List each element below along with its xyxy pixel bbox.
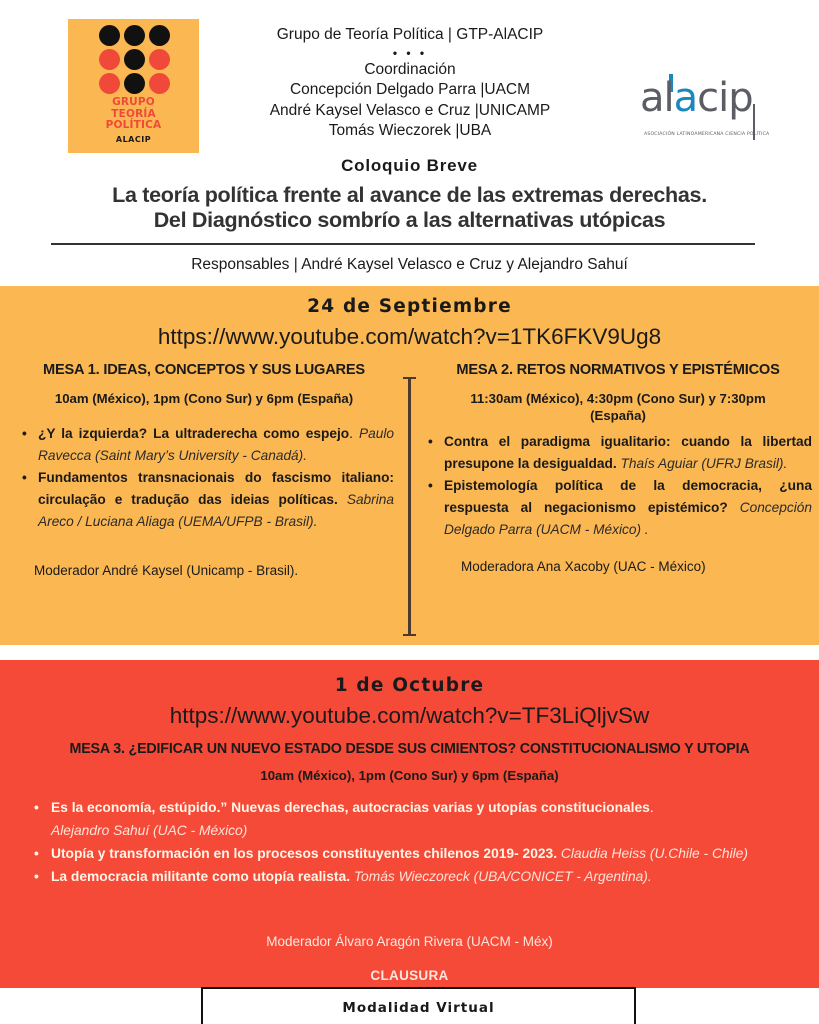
mesa2-talks xyxy=(424,431,812,541)
event-title-line: La teoría política frente al avance de las extremas derechas. xyxy=(112,183,707,207)
talk-item xyxy=(32,842,792,865)
day1-youtube-link[interactable]: https://www.youtube.com/watch?v=1TK6FKV9Ug8 xyxy=(157,324,662,349)
mesa3 xyxy=(0,741,819,784)
separator-dots: • • • xyxy=(392,45,428,60)
column-divider xyxy=(408,377,411,636)
talk-item xyxy=(20,423,394,467)
talk-title-tail: . xyxy=(649,800,654,815)
alacip-logo-wordmark xyxy=(640,75,753,121)
day2-date: 1 de Octubre xyxy=(334,675,485,696)
mesa2-moderator: Moderadora Ana Xacoby (UAC - México) xyxy=(461,559,706,574)
talk-title: Contra el paradigma igualitario: cuando la libertad presupone la desigualdad. xyxy=(444,434,812,471)
mesa3-title: MESA 3. ¿EDIFICAR UN NUEVO ESTADO DESDE SUS CIMIENTOS? CONSTITUCIONALISMO Y UTOPIA xyxy=(69,741,750,757)
talk-authors: Concepción Delgado Parra (UACM - México) . xyxy=(444,500,812,537)
coordinator: André Kaysel Velasco e Cruz |UNICAMP xyxy=(269,101,551,119)
mesa1-title: MESA 1. IDEAS, CONCEPTOS Y SUS LUGARES xyxy=(43,362,365,378)
talk-authors: Alejandro Sahuí (UAC - México) xyxy=(51,823,248,838)
logo-dot xyxy=(149,73,170,94)
talk-title: La democracia militante como utopía realista. xyxy=(51,869,351,884)
alacip-logo-subtitle: ASOCIACIÓN LATINOAMERICANA CIENCIA POLÍTICA xyxy=(644,132,770,137)
mesa3-time: 10am (México), 1pm (Cono Sur) y 6pm (España) xyxy=(260,768,559,783)
modality-label: Modalidad Virtual xyxy=(342,1000,495,1016)
logo-dot xyxy=(99,25,120,46)
day2-youtube-link[interactable]: https://www.youtube.com/watch?v=TF3LiQljvSw xyxy=(169,703,650,728)
modality-box xyxy=(201,987,636,1024)
gtp-logo-line: POLÍTICA xyxy=(105,119,162,131)
logo-dot xyxy=(149,25,170,46)
mesa1-talks xyxy=(14,423,394,533)
gtp-logo-text xyxy=(68,97,199,144)
talk-authors: Paulo Ravecca (Saint Mary’s University - Canadá). xyxy=(38,426,394,463)
talk-item xyxy=(32,865,792,888)
mesa2-time-line: (España) xyxy=(590,408,646,423)
talk-title: Utopía y transformación en los procesos constituyentes chilenos 2019- 2023. xyxy=(51,846,558,861)
day1-date: 24 de Septiembre xyxy=(307,296,512,317)
logo-dot xyxy=(99,49,120,70)
gtp-logo-line: TEORÍA xyxy=(111,107,156,120)
gtp-logo xyxy=(68,19,199,153)
logo-dot xyxy=(99,73,120,94)
mesa1-moderator: Moderador André Kaysel (Unicamp - Brasil). xyxy=(34,563,299,578)
logo-dot xyxy=(149,49,170,70)
talk-authors: Thaís Aguiar (UFRJ Brasil). xyxy=(620,456,788,471)
mesa3-talks xyxy=(32,796,792,888)
talk-title-tail: . xyxy=(349,426,353,441)
event-title xyxy=(0,183,819,233)
talk-item xyxy=(20,467,394,533)
mesa2-title: MESA 2. RETOS NORMATIVOS Y EPISTÉMICOS xyxy=(456,362,780,378)
mesa2 xyxy=(424,362,812,574)
alacip-letter: l xyxy=(663,75,674,121)
talk-authors: Claudia Heiss (U.Chile - Chile) xyxy=(560,846,748,861)
event-type: Coloquio Breve xyxy=(341,156,478,175)
talk-title: Epistemología política de la democracia, ¿una respuesta al negacionismo epistémico? xyxy=(444,478,812,515)
talk-item xyxy=(426,431,812,475)
coordinator: Concepción Delgado Parra |UACM xyxy=(289,81,531,98)
talk-authors: Tomás Wieczoreck (UBA/CONICET - Argentina). xyxy=(353,869,652,884)
gtp-logo-sub: ALACIP xyxy=(115,134,152,144)
globe-icon: a xyxy=(673,75,698,121)
group-name: Grupo de Teoría Política | GTP-AlACIP xyxy=(276,26,544,43)
logo-dot xyxy=(124,49,145,70)
talk-item xyxy=(426,475,812,541)
closing-label: CLAUSURA xyxy=(370,968,449,983)
talk-title: Fundamentos transnacionais do fascismo italiano: circulação e tradução das ideias políticas. xyxy=(38,470,394,507)
coordinator: Tomás Wieczorek |UBA xyxy=(328,122,492,139)
event-title-line: Del Diagnóstico sombrío a las alternativas utópicas xyxy=(153,208,666,232)
talk-item xyxy=(32,796,792,842)
mesa1 xyxy=(14,362,394,578)
talk-authors: Sabrina Areco / Luciana Aliaga (UEMA/UFPB - Brasil). xyxy=(38,492,394,529)
talk-title: Es la economía, estúpido.” Nuevas derechas, autocracias varias y utopías constitucionales xyxy=(51,800,650,815)
mesa1-time: 10am (México), 1pm (Cono Sur) y 6pm (España) xyxy=(54,391,354,406)
coordination-label: Coordinación xyxy=(364,60,456,78)
gtp-logo-line: GRUPO xyxy=(112,96,155,108)
talk-title: ¿Y la izquierda? La ultraderecha como espejo xyxy=(38,426,350,441)
logo-dot xyxy=(124,25,145,46)
alacip-letters: cip xyxy=(697,75,753,121)
alacip-logo xyxy=(640,72,815,142)
title-divider xyxy=(51,243,755,245)
mesa2-time xyxy=(424,390,812,424)
logo-dot xyxy=(124,73,145,94)
header-info xyxy=(210,25,610,142)
mesa2-time-line: 11:30am (México), 4:30pm (Cono Sur) y 7:30pm xyxy=(470,391,766,406)
alacip-letter: a xyxy=(640,75,664,121)
responsables: Responsables | André Kaysel Velasco e Cruz y Alejandro Sahuí xyxy=(191,256,628,273)
mesa3-moderator: Moderador Álvaro Aragón Rivera (UACM - Méx) xyxy=(266,934,553,949)
